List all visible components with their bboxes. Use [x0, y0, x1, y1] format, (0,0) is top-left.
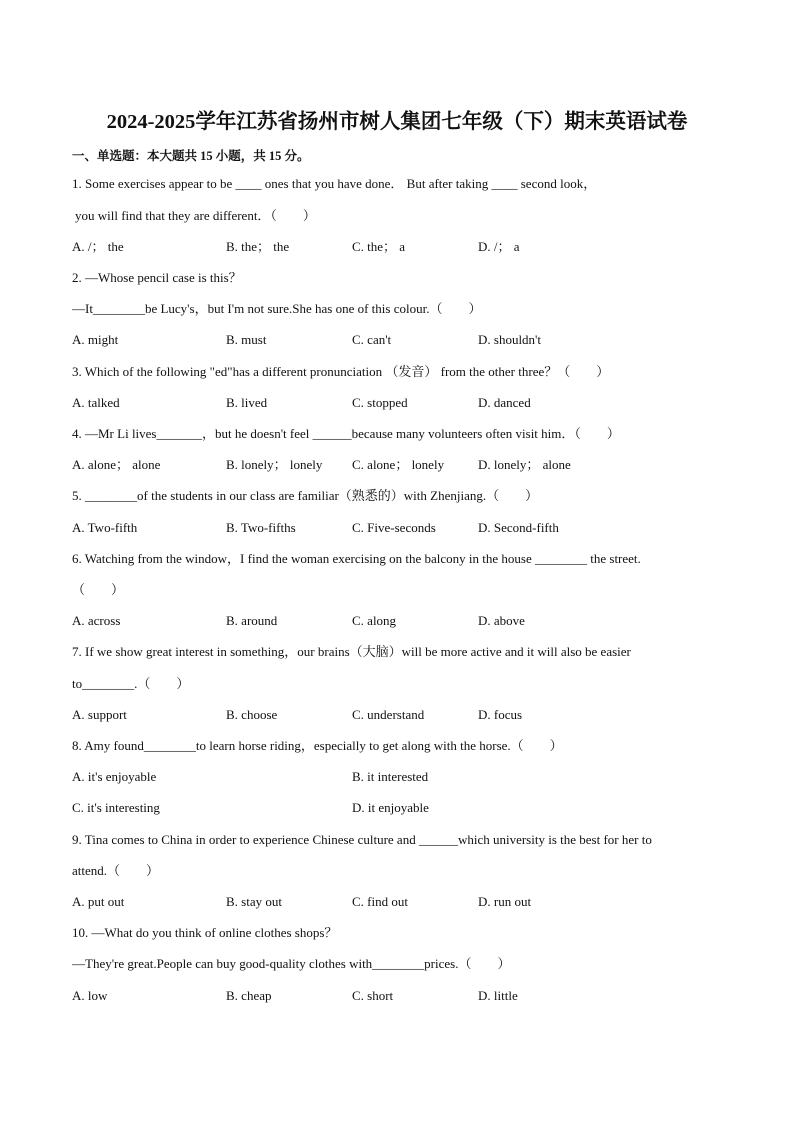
question-9-option-b: B. stay out [226, 894, 282, 909]
question-1-line-2: you will find that they are different．（ ） [75, 208, 316, 223]
question-5-option-b: B. Two-fifths [226, 520, 296, 535]
question-6-option-d: D. above [478, 613, 525, 628]
question-3-option-b: B. lived [226, 395, 268, 410]
question-3-option-a: A. talked [72, 395, 120, 410]
question-10-line-2: —They're great.People can buy good-quality clothes with________prices.（ ） [72, 956, 511, 971]
question-6-option-c: C. along [352, 613, 397, 628]
question-4-option-a: A. alone； alone [72, 457, 161, 472]
page-title: 2024-2025学年江苏省扬州市树人集团七年级（下）期末英语试卷 [106, 111, 688, 133]
question-2-line-2: —It________be Lucy's，but I'm not sure.She has one of this colour.（ ） [72, 301, 482, 316]
section-heading: 一、单选题：本大题共 15 小题，共 15 分。 [72, 149, 310, 163]
question-2-option-a: A. might [72, 332, 119, 347]
question-2-line-1: 2. —Whose pencil case is this？ [72, 270, 242, 285]
question-9-option-a: A. put out [72, 894, 125, 909]
question-6-line-2: （ ） [72, 582, 125, 597]
question-7-option-b: B. choose [226, 707, 278, 722]
question-6-option-a: A. across [72, 613, 121, 628]
question-4-line-1: 4. —Mr Li lives_______，but he doesn't feel ______because many volunteers often visit him．（ ） [72, 426, 620, 441]
question-3-line-1: 3. Which of the following "ed"has a different pronunciation （发音） from the other three？（ ） [72, 364, 610, 379]
question-1-option-a: A. /； the [72, 239, 124, 254]
question-3-option-c: C. stopped [352, 395, 408, 410]
question-5-option-a: A. Two-fifth [72, 520, 138, 535]
question-10-option-b: B. cheap [226, 988, 272, 1003]
question-1-line-1: 1. Some exercises appear to be ____ ones that you have done． But after taking ____ second look， [72, 176, 597, 191]
question-3-option-d: D. danced [478, 395, 531, 410]
question-8-option-c: C. it's interesting [72, 800, 160, 815]
question-2-option-d: D. shouldn't [478, 332, 542, 347]
question-4-option-b: B. lonely； lonely [226, 457, 323, 472]
question-1-option-d: D. /； a [478, 239, 520, 254]
question-9-option-c: C. find out [352, 894, 408, 909]
question-8-option-a: A. it's enjoyable [72, 769, 157, 784]
question-4-option-d: D. lonely； alone [478, 457, 571, 472]
question-5-option-d: D. Second-fifth [478, 520, 559, 535]
question-6-line-1: 6. Watching from the window，I find the woman exercising on the balcony in the house ________ the street. [72, 551, 641, 566]
question-1-option-b: B. the； the [226, 239, 290, 254]
question-7-line-2: to________.（ ） [72, 676, 190, 691]
question-7-line-1: 7. If we show great interest in something，our brains（大脑）will be more active and it will also be easier [72, 644, 631, 659]
question-8-option-d: D. it enjoyable [352, 800, 429, 815]
question-10-line-1: 10. —What do you think of online clothes shops？ [72, 925, 338, 940]
question-2-option-c: C. can't [352, 332, 392, 347]
question-9-line-2: attend.（ ） [72, 863, 160, 878]
question-10-option-a: A. low [72, 988, 108, 1003]
question-7-option-c: C. understand [352, 707, 425, 722]
question-9-option-d: D. run out [478, 894, 532, 909]
question-8-option-b: B. it interested [352, 769, 429, 784]
question-8-line-1: 8. Amy found________to learn horse riding，especially to get along with the horse.（ ） [72, 738, 563, 753]
question-6-option-b: B. around [226, 613, 278, 628]
question-7-option-a: A. support [72, 707, 127, 722]
question-1-option-c: C. the； a [352, 239, 406, 254]
question-5-option-c: C. Five-seconds [352, 520, 436, 535]
question-5-line-1: 5. ________of the students in our class are familiar（熟悉的）with Zhenjiang.（ ） [72, 488, 539, 503]
question-9-line-1: 9. Tina comes to China in order to experience Chinese culture and ______which university is the best for her to [72, 832, 652, 847]
question-4-option-c: C. alone； lonely [352, 457, 445, 472]
question-10-option-c: C. short [352, 988, 394, 1003]
question-2-option-b: B. must [226, 332, 267, 347]
question-10-option-d: D. little [478, 988, 518, 1003]
question-7-option-d: D. focus [478, 707, 523, 722]
